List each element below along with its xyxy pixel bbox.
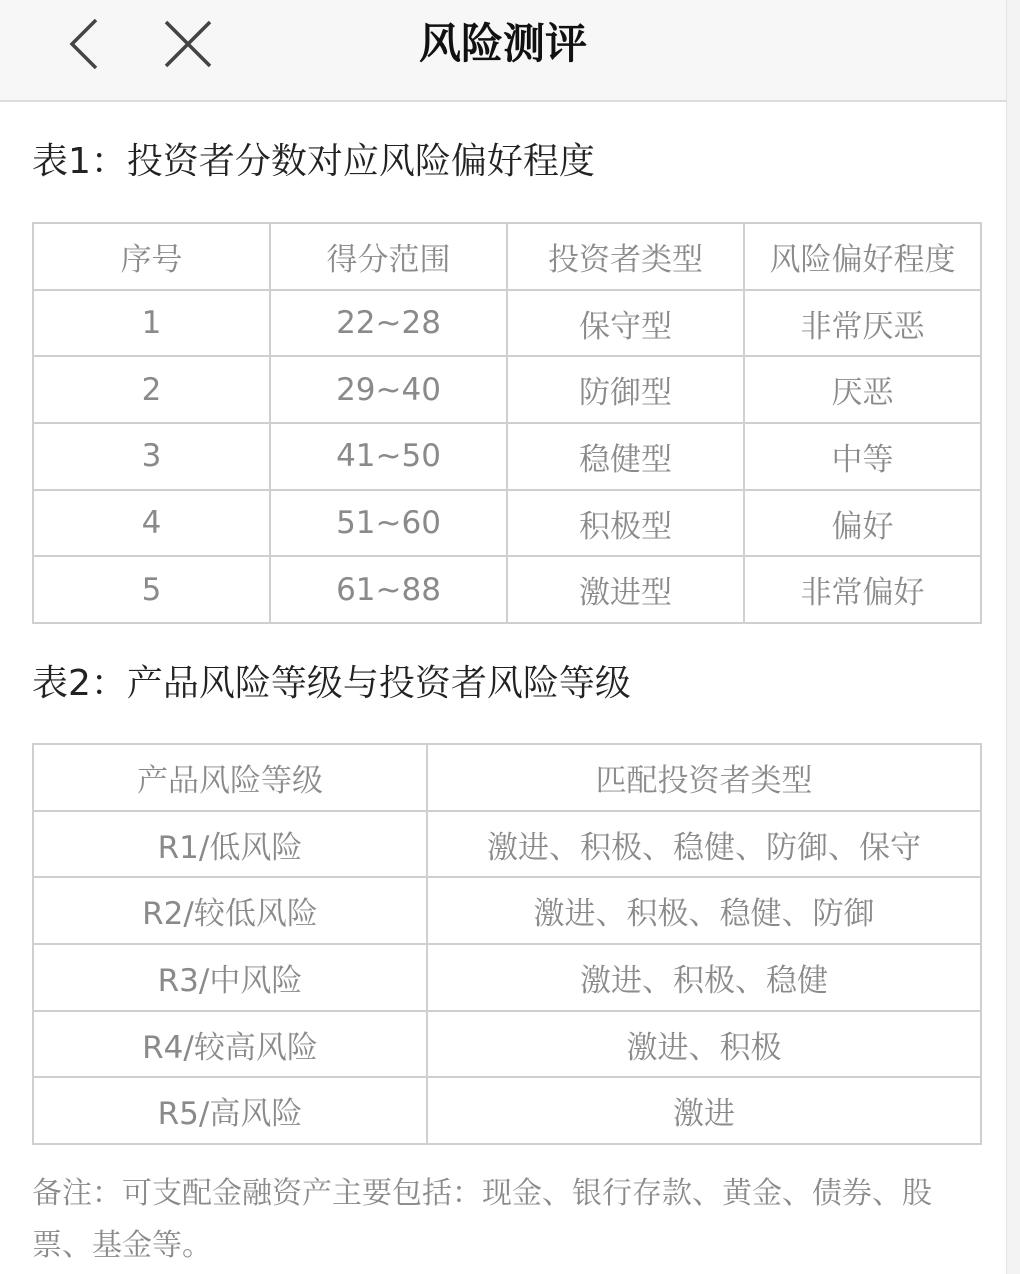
table-cell: 22~28 (270, 290, 507, 357)
risk-preference-table (32, 222, 982, 624)
table-header-row (33, 223, 981, 290)
header-cell: 匹配投资者类型 (427, 744, 981, 811)
table-cell: R4/较高风险 (33, 1011, 427, 1078)
header-cell: 产品风险等级 (33, 744, 427, 811)
header-cell: 投资者类型 (507, 223, 744, 290)
table-cell: 51~60 (270, 490, 507, 557)
page-title: 风险测评 (418, 19, 587, 68)
table-cell: 激进、积极、稳健、防御 (427, 877, 981, 944)
table-row (33, 1077, 981, 1144)
table-row (33, 877, 981, 944)
table-cell: 偏好 (744, 490, 981, 557)
table-row (33, 944, 981, 1011)
table-row (33, 556, 981, 623)
table-cell: 激进、积极、稳健、防御、保守 (427, 811, 981, 878)
table-cell: 5 (33, 556, 270, 623)
table-cell: 2 (33, 356, 270, 423)
table-cell: 非常偏好 (744, 556, 981, 623)
table-cell: 非常厌恶 (744, 290, 981, 357)
table-row (33, 356, 981, 423)
table-row (33, 1011, 981, 1078)
table-cell: 激进型 (507, 556, 744, 623)
table-row (33, 290, 981, 357)
table-cell: 1 (33, 290, 270, 357)
table-cell: 61~88 (270, 556, 507, 623)
table2-caption: 表2：产品风险等级与投资者风险等级 (32, 663, 631, 704)
table-cell: 3 (33, 423, 270, 490)
table1-caption: 表1：投资者分数对应风险偏好程度 (32, 141, 595, 182)
scroll-edge (1006, 0, 1020, 1274)
table-cell: R1/低风险 (33, 811, 427, 878)
table-cell: 41~50 (270, 423, 507, 490)
table-cell: 稳健型 (507, 423, 744, 490)
table-cell: 积极型 (507, 490, 744, 557)
footnote: 备注：可支配金融资产主要包括：现金、银行存款、黄金、债券、股票、基金等。 (32, 1176, 932, 1263)
header-cell: 得分范围 (270, 223, 507, 290)
table-row (33, 423, 981, 490)
table-cell: 29~40 (270, 356, 507, 423)
table-header-row (33, 744, 981, 811)
table-cell: 厌恶 (744, 356, 981, 423)
table-cell: 防御型 (507, 356, 744, 423)
table-cell: 激进、积极、稳健 (427, 944, 981, 1011)
header-cell: 序号 (33, 223, 270, 290)
table-cell: 4 (33, 490, 270, 557)
table-cell: 保守型 (507, 290, 744, 357)
table-cell: R2/较低风险 (33, 877, 427, 944)
table-cell: R3/中风险 (33, 944, 427, 1011)
table-cell: 激进、积极 (427, 1011, 981, 1078)
table-row (33, 811, 981, 878)
header-cell: 风险偏好程度 (744, 223, 981, 290)
table-cell: 激进 (427, 1077, 981, 1144)
table-cell: 中等 (744, 423, 981, 490)
table-row (33, 490, 981, 557)
navigation-bar (0, 0, 1006, 102)
table-cell: R5/高风险 (33, 1077, 427, 1144)
product-risk-table (32, 743, 982, 1145)
